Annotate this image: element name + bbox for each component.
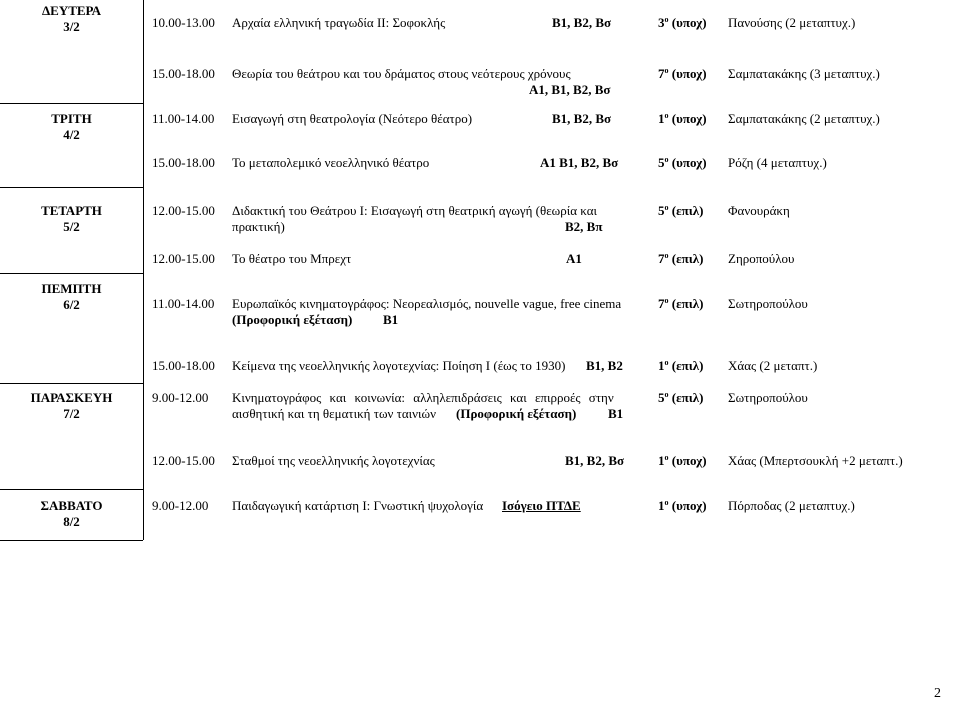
semester: $1^o$ (επιλ) <box>658 358 704 373</box>
row-divider-tuesday <box>0 187 143 188</box>
page-number: 2 <box>934 686 941 701</box>
course-title: Ευρωπαϊκός κινηματογράφος: Νεορεαλισμός, nouvelle vague, free cinema <box>232 296 622 311</box>
time-slot: 12.00-15.00 <box>152 203 215 218</box>
instructor: Σωτηροπούλου <box>728 390 808 405</box>
exam-note: (Προφορική εξέταση) <box>456 406 577 421</box>
time-slot: 9.00-12.00 <box>152 498 209 513</box>
time-slot: 11.00-14.00 <box>152 111 215 126</box>
course-title: Εισαγωγή στη θεατρολογία (Νεότερο θέατρο) <box>232 111 473 126</box>
time-slot: 9.00-12.00 <box>152 390 209 405</box>
student-groups: Α1 <box>566 251 582 266</box>
student-groups: Β1, Β2, Βσ <box>565 453 625 468</box>
day-label: ΠΕΜΠΤΗ 6/2 <box>41 281 102 312</box>
row-divider-monday <box>0 103 143 104</box>
course-title: Το θέατρο του Μπρεχτ <box>232 251 352 266</box>
instructor: Πόρποδας (2 μεταπτυχ.) <box>728 498 855 513</box>
semester: $5^o$ (υποχ) <box>658 155 707 170</box>
instructor: Φανουράκη <box>728 203 790 218</box>
semester: $5^o$ (επιλ) <box>658 390 704 405</box>
instructor: Χάας (Μπερτσουκλή +2 μεταπτ.) <box>728 453 903 468</box>
course-title: Κινηματογράφος και κοινωνία: αλληλεπιδράσεις και επιρροές στην <box>232 390 614 405</box>
course-title: Διδακτική του Θεάτρου Ι: Εισαγωγή στη θεατρική αγωγή (θεωρία και <box>232 203 598 218</box>
student-groups: Β1 <box>608 406 624 421</box>
time-slot: 15.00-18.00 <box>152 66 215 81</box>
instructor: Σαμπατακάκης (3 μεταπτυχ.) <box>728 66 880 81</box>
student-groups: Β1, Β2, Βσ <box>552 111 612 126</box>
course-title: Σταθμοί της νεοελληνικής λογοτεχνίας <box>232 453 435 468</box>
student-groups: Β2, Βπ <box>565 219 603 234</box>
semester: $7^o$ (επιλ) <box>658 251 704 266</box>
course-title: Θεωρία του θεάτρου και του δράματος στους νεότερους χρόνους <box>232 66 571 81</box>
time-slot: 10.00-13.00 <box>152 15 215 30</box>
course-title-continued: αισθητική και τη θεματική των ταινιών <box>232 406 436 421</box>
student-groups: Β1 <box>383 312 399 327</box>
semester: $5^o$ (επιλ) <box>658 203 704 218</box>
time-slot: 12.00-15.00 <box>152 453 215 468</box>
day-label: ΤΡΙΤΗ 4/2 <box>51 111 92 142</box>
col-divider-left <box>143 0 144 540</box>
time-slot: 12.00-15.00 <box>152 251 215 266</box>
time-slot: 15.00-18.00 <box>152 358 215 373</box>
instructor: Πανούσης (2 μεταπτυχ.) <box>728 15 856 30</box>
instructor: Σαμπατακάκης (2 μεταπτυχ.) <box>728 111 880 126</box>
row-divider-wednesday <box>0 273 143 274</box>
student-groups: Β1, Β2, Βσ <box>552 15 612 30</box>
student-groups: Β1, Β2 <box>586 358 623 373</box>
student-groups: Α1 Β1, Β2, Βσ <box>540 155 619 170</box>
time-slot: 11.00-14.00 <box>152 296 215 311</box>
time-slot: 15.00-18.00 <box>152 155 215 170</box>
semester: $3^o$ (υποχ) <box>658 15 707 30</box>
day-label: ΣΑΒΒΑΤΟ 8/2 <box>40 498 103 529</box>
semester: $7^o$ (επιλ) <box>658 296 704 311</box>
semester: $1^o$ (υποχ) <box>658 453 707 468</box>
day-label: ΠΑΡΑΣΚΕΥΗ 7/2 <box>30 390 113 421</box>
instructor: Ρόζη (4 μεταπτυχ.) <box>728 155 827 170</box>
course-title: Αρχαία ελληνική τραγωδία ΙΙ: Σοφοκλής <box>232 15 446 30</box>
day-label: ΤΕΤΑΡΤΗ 5/2 <box>41 203 102 234</box>
course-title-continued: πρακτική) <box>232 219 285 234</box>
course-title: Κείμενα της νεοελληνικής λογοτεχνίας: Ποίηση Ι (έως το 1930) <box>232 358 566 373</box>
exam-note: (Προφορική εξέταση) <box>232 312 353 327</box>
room-location: Ισόγειο ΠΤΔΕ <box>502 498 581 513</box>
course-title: Το μεταπολεμικό νεοελληνικό θέατρο <box>232 155 430 170</box>
course-title: Παιδαγωγική κατάρτιση Ι: Γνωστική ψυχολογία <box>232 498 484 513</box>
instructor: Χάας (2 μεταπτ.) <box>728 358 818 373</box>
instructor: Ζηροπούλου <box>728 251 795 266</box>
semester: $1^o$ (υποχ) <box>658 111 707 126</box>
table-bottom-border <box>0 540 143 541</box>
semester: $7^o$ (υποχ) <box>658 66 707 81</box>
semester: $1^o$ (υποχ) <box>658 498 707 513</box>
row-divider-thursday <box>0 383 143 384</box>
instructor: Σωτηροπούλου <box>728 296 808 311</box>
student-groups: Α1, Β1, Β2, Βσ <box>529 82 611 97</box>
row-divider-friday <box>0 489 143 490</box>
day-label: ΔΕΥΤΕΡΑ 3/2 <box>42 3 101 34</box>
